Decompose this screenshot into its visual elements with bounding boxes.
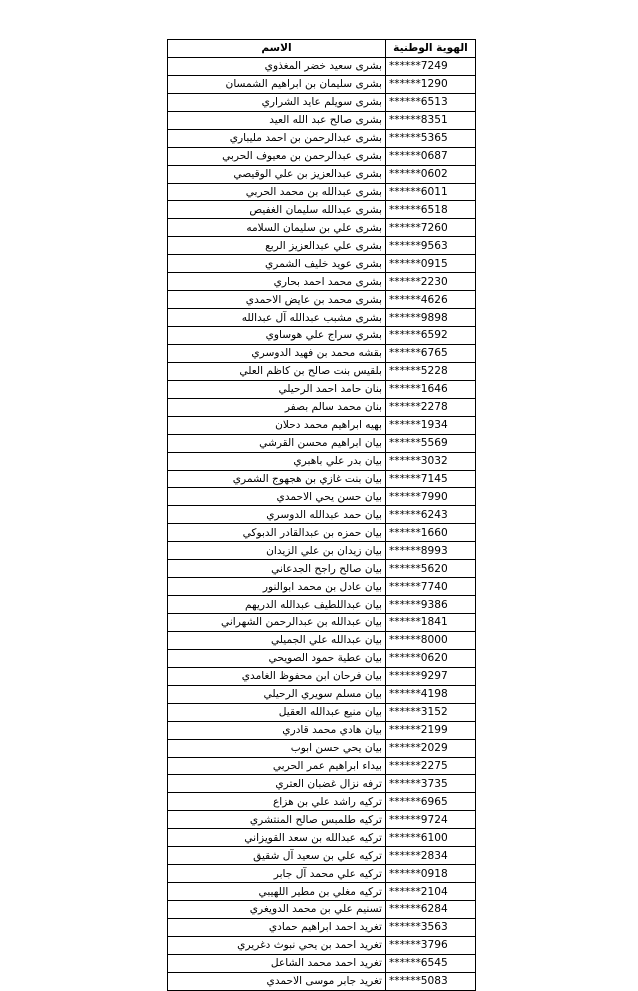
national-id-cell: ******0918 [386,865,476,883]
national-id-cell: ******4198 [386,685,476,703]
name-cell: بلقيس بنت صالح بن كاظم العلي [168,362,386,380]
table-row [168,775,476,793]
national-id-cell: ******6284 [386,901,476,919]
name-cell: بيان عبداللطيف عبدالله الدريهم [168,596,386,614]
table-row [168,847,476,865]
name-cell: بشرى سليمان بن ابراهيم الشمسان [168,75,386,93]
national-id-cell: ******2834 [386,847,476,865]
name-cell: بشرى عبدالله بن محمد الحربي [168,183,386,201]
table-row [168,524,476,542]
national-id-cell: ******6243 [386,506,476,524]
name-cell: ترفه نزال غضبان العتري [168,775,386,793]
table-row [168,327,476,345]
table-row [168,291,476,309]
national-id-cell: ******9898 [386,309,476,327]
name-cell: بشرى علي عبدالعزيز الربع [168,237,386,255]
table-row [168,111,476,129]
table-row [168,631,476,649]
name-cell: بشري سراج علي هوساوي [168,327,386,345]
name-cell: بيان بدر علي باهبري [168,452,386,470]
name-cell: تغريد احمد بن يحي نبوث دغريري [168,936,386,954]
name-cell: بشرى محمد بن عايض الاحمدي [168,291,386,309]
name-cell: بهيه ابراهيم محمد دحلان [168,416,386,434]
name-cell: بشرى عبدالعزيز بن علي الوقيصي [168,165,386,183]
name-cell: بيان مسلم سويري الرحيلي [168,685,386,703]
name-cell: بشرى محمد احمد بحاري [168,273,386,291]
name-cell: بيان يحي حسن ابوب [168,739,386,757]
national-id-cell: ******5228 [386,362,476,380]
name-cell: بيان فرحان ابن محفوظ الغامدي [168,667,386,685]
national-id-cell: ******4626 [386,291,476,309]
national-id-cell: ******3796 [386,936,476,954]
national-id-cell: ******6100 [386,829,476,847]
national-id-cell: ******9724 [386,811,476,829]
name-cell: تركيه طلمبس صالح المنتشري [168,811,386,829]
national-id-cell: ******3563 [386,918,476,936]
table-row [168,362,476,380]
national-id-cell: ******8993 [386,542,476,560]
national-id-cell: ******2278 [386,398,476,416]
name-cell: بشرى صالح عبد الله العيد [168,111,386,129]
national-id-cell: ******1290 [386,75,476,93]
national-id-cell: ******3152 [386,703,476,721]
national-id-cell: ******9297 [386,667,476,685]
national-id-cell: ******7260 [386,219,476,237]
table-row [168,75,476,93]
name-cell: تغريد احمد ابراهيم حمادي [168,918,386,936]
national-id-cell: ******5365 [386,129,476,147]
header-row [168,40,476,58]
table-row [168,703,476,721]
table-row [168,596,476,614]
name-cell: بيان بنت غازي بن هجهوج الشمري [168,470,386,488]
national-id-cell: ******5569 [386,434,476,452]
table-row [168,344,476,362]
name-cell: بيان حمد عبدالله الدوسري [168,506,386,524]
name-cell: بشرى عبدالرحمن بن معيوف الحربي [168,147,386,165]
name-cell: تركيه مغلي بن مطير اللهيبي [168,883,386,901]
table-row [168,93,476,111]
name-cell: تغريد جابر موسى الاحمدي [168,972,386,990]
national-id-cell: ******3032 [386,452,476,470]
table-row [168,811,476,829]
table-row [168,739,476,757]
national-id-cell: ******1841 [386,614,476,632]
national-id-cell: ******2104 [386,883,476,901]
table-row [168,578,476,596]
records-table [167,39,476,991]
name-cell: بشرى سعيد خضر المغذوي [168,57,386,75]
name-cell: بشرى مشبب عبدالله آل عبدالله [168,309,386,327]
table-row [168,434,476,452]
table-row [168,470,476,488]
table-row [168,936,476,954]
table-row [168,147,476,165]
name-cell: بشرى علي بن سليمان السلامه [168,219,386,237]
name-cell: تغريد احمد محمد الشاعل [168,954,386,972]
table-row [168,721,476,739]
national-id-cell: ******2029 [386,739,476,757]
table-row [168,560,476,578]
name-cell: بيان عبدالله بن عبدالرحمن الشهراني [168,614,386,632]
table-row [168,649,476,667]
name-cell: تسنيم علي بن محمد الدويغري [168,901,386,919]
name-cell: بيان هادي محمد قادري [168,721,386,739]
national-id-cell: ******8351 [386,111,476,129]
name-cell: بيان حمزه بن عبدالقادر الدبوكي [168,524,386,542]
name-cell: بيان ابراهيم محسن القرشي [168,434,386,452]
name-cell: بيداء ابراهيم عمر الحربي [168,757,386,775]
name-header: الاسم [168,40,386,58]
national-id-cell: ******3735 [386,775,476,793]
national-id-cell: ******7990 [386,488,476,506]
table-row [168,954,476,972]
name-cell: تركيه علي محمد آل جابر [168,865,386,883]
national-id-cell: ******9386 [386,596,476,614]
table-row [168,237,476,255]
national-id-cell: ******2230 [386,273,476,291]
national-id-cell: ******2275 [386,757,476,775]
table-row [168,972,476,990]
table-row [168,488,476,506]
table-row [168,918,476,936]
name-cell: تركيه راشد علي بن هزاع [168,793,386,811]
table-row [168,255,476,273]
national-id-cell: ******0602 [386,165,476,183]
national-id-cell: ******1646 [386,380,476,398]
name-cell: بقشه محمد بن فهيد الدوسري [168,344,386,362]
national-id-cell: ******1934 [386,416,476,434]
table-row [168,614,476,632]
national-id-cell: ******5620 [386,560,476,578]
national-id-cell: ******6518 [386,201,476,219]
table-row [168,129,476,147]
national-id-cell: ******6592 [386,327,476,345]
name-cell: تركيه عبدالله بن سعد القويزاني [168,829,386,847]
name-cell: بشرى عبدالله سليمان الغفيص [168,201,386,219]
table-row [168,201,476,219]
national-id-cell: ******5083 [386,972,476,990]
name-cell: بيان عطية حمود الصويحي [168,649,386,667]
table-row [168,273,476,291]
name-cell: بيان صالح راجح الجدعاني [168,560,386,578]
table-row [168,506,476,524]
table-row [168,901,476,919]
name-cell: بشرى عبدالرحمن بن احمد مليباري [168,129,386,147]
table-row [168,829,476,847]
national-id-cell: ******0620 [386,649,476,667]
national-id-cell: ******8000 [386,631,476,649]
table-row [168,57,476,75]
national-id-cell: ******9563 [386,237,476,255]
national-id-cell: ******6545 [386,954,476,972]
national-id-cell: ******6765 [386,344,476,362]
national-id-cell: ******7740 [386,578,476,596]
table-row [168,542,476,560]
national-id-cell: ******0687 [386,147,476,165]
name-cell: بيان عادل بن محمد ابوالنور [168,578,386,596]
table-row [168,667,476,685]
national-id-cell: ******6513 [386,93,476,111]
table-row [168,219,476,237]
name-cell: بيان حسن يحي الاحمدي [168,488,386,506]
name-cell: بشرى سويلم عايد الشراري [168,93,386,111]
national-id-cell: ******7249 [386,57,476,75]
table-row [168,452,476,470]
table-row [168,380,476,398]
national-id-cell: ******6011 [386,183,476,201]
table-row [168,165,476,183]
name-cell: بنان محمد سالم بصفر [168,398,386,416]
national-id-cell: ******1660 [386,524,476,542]
name-cell: تركيه علي بن سعيد آل شقيق [168,847,386,865]
table-row [168,757,476,775]
name-cell: بيان عبدالله علي الجميلي [168,631,386,649]
national-id-header: الهوية الوطنية [386,40,476,58]
table-body [168,57,476,990]
name-cell: بيان زيدان بن علي الزيدان [168,542,386,560]
national-id-cell: ******2199 [386,721,476,739]
national-id-cell: ******6965 [386,793,476,811]
national-id-cell: ******7145 [386,470,476,488]
name-cell: بشرى عويد خليف الشمري [168,255,386,273]
table-row [168,883,476,901]
name-cell: بنان حامد احمد الرحيلي [168,380,386,398]
table-row [168,416,476,434]
table-row [168,685,476,703]
table-row [168,183,476,201]
national-id-cell: ******0915 [386,255,476,273]
table-row [168,309,476,327]
table-row [168,398,476,416]
table-row [168,865,476,883]
table-row [168,793,476,811]
name-cell: بيان منيع عبدالله العقيل [168,703,386,721]
